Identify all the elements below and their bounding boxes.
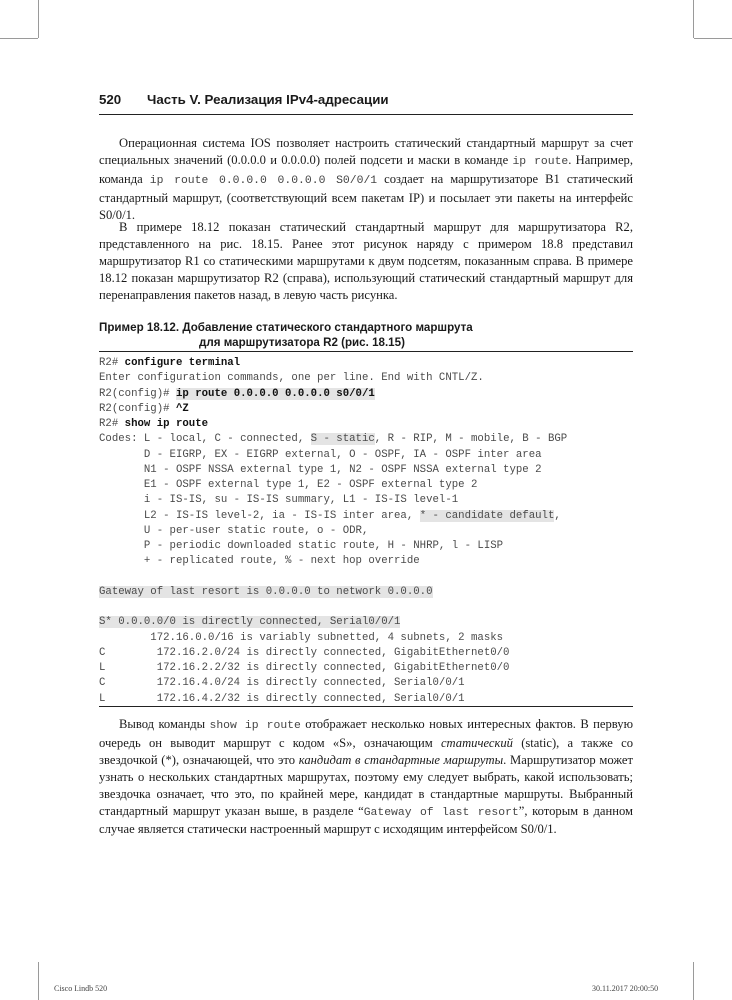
command-highlighted: ip route 0.0.0.0 0.0.0.0 s0/0/1: [175, 387, 375, 400]
gateway-line: Gateway of last resort is 0.0.0.0 to network 0.0.0.0: [99, 585, 433, 598]
output-line: E1 - OSPF external type 1, E2 - OSPF external type 2: [99, 479, 478, 491]
route-line: L 172.16.2.2/32 is directly connected, GigabitEthernet0/0: [99, 662, 510, 674]
route-line: C 172.16.2.0/24 is directly connected, GigabitEthernet0/0: [99, 646, 510, 659]
header-rule: [99, 114, 633, 115]
output-line: + - replicated route, % - next hop override: [99, 555, 420, 568]
code-listing: [99, 356, 633, 707]
default-route-line: S* 0.0.0.0/0 is directly connected, Serial0/0/1: [99, 616, 401, 629]
text: . Например, команда: [99, 152, 633, 186]
inline-code: ip route 0.0.0.0 0.0.0.0 S0/0/1: [149, 174, 378, 187]
example-title: [99, 320, 633, 350]
highlighted-code: S - static: [310, 433, 375, 446]
command: ^Z: [175, 402, 189, 415]
prompt: R2#: [99, 418, 125, 430]
text: (static), а также со звездочкой (*), означающей, что это: [99, 735, 633, 767]
text: отображает несколько новых интересных фактов. В первую очередь он выводит маршрут с кодом «S», означающим: [99, 717, 633, 750]
prompt: R2#: [99, 357, 125, 369]
output-line: L2 - IS-IS level-2, ia - IS-IS inter area,: [99, 509, 420, 522]
footer-file: Cisco I.indb 520: [54, 984, 108, 993]
example-title-line2: для маршрутизатора R2 (рис. 18.15): [199, 336, 405, 349]
output-line: D - EIGRP, EX - EIGRP external, O - OSPF, IA - OSPF inter area: [99, 448, 542, 461]
crop-mark: [0, 38, 38, 39]
text: создает на маршрутизаторе B1 статический стандартный маршрут, (соответствующий всем пакетам IP) и посылает эти пакеты на интерфейс S0/0/1.: [99, 171, 633, 222]
text: . Маршрутизатор может узнать о нескольких стандартных маршрутах, поэтому ему следует выбрать, какой использовать; звездочка означает, что это, по крайней мере, кандидат в стандартные маршруты. Выбранный стандартный маршрут указан выше, в разделе “: [99, 752, 633, 818]
prompt: R2(config)#: [99, 387, 176, 400]
inline-code: show ip route: [209, 720, 301, 732]
running-header: [99, 92, 633, 107]
command: configure terminal: [124, 357, 241, 369]
paragraph-3: [99, 716, 633, 838]
highlighted-code: * - candidate default: [419, 509, 555, 522]
example-top-rule: [99, 351, 633, 352]
paragraph-1: [99, 135, 633, 224]
example-bottom-rule: [99, 706, 633, 707]
route-line: L 172.16.4.2/32 is directly connected, Serial0/0/1: [99, 692, 465, 705]
crop-mark: [693, 0, 694, 38]
command: show ip route: [124, 418, 209, 430]
paragraph-2: В примере 18.12 показан статический стандартный маршрут для маршрутизатора R2, представленного на рис. 18.15. Ранее этот рисунок наряду с примером 18.8 представил маршрутизатор R1 со статическими маршрутами к двум подсетям, показанным справа. В примере 18.12 показан маршрутизатор R2 (справа), использующий статический стандартный маршрут для перенаправления пакетов назад, в левую часть рисунка.: [99, 220, 634, 302]
crop-mark: [38, 0, 39, 38]
text: Операционная система IOS позволяет настроить статический стандартный маршрут за счет специальных значений (0.0.0.0 и 0.0.0.0) полей подсети и маски в команде: [99, 136, 633, 167]
prompt: R2(config)#: [99, 402, 176, 415]
output-line: N1 - OSPF NSSA external type 1, N2 - OSPF NSSA external type 2: [99, 463, 542, 476]
crop-mark: [38, 962, 39, 1000]
output-line: U - per-user static route, o - ODR,: [99, 524, 369, 537]
crop-mark: [694, 38, 732, 39]
inline-code: ip route: [512, 155, 569, 168]
italic-term: статический: [440, 735, 513, 750]
inline-code: Gateway of last resort: [363, 806, 519, 819]
output-line: P - periodic downloaded static route, H - NHRP, l - LISP: [99, 540, 504, 552]
output-line: Enter configuration commands, one per line. End with CNTL/Z.: [99, 372, 484, 385]
page-number: 520: [99, 92, 122, 107]
part-title: Часть V. Реализация IPv4-адресации: [147, 92, 389, 107]
example-title-line1: Пример 18.12. Добавление статического стандартного маршрута: [99, 321, 473, 334]
route-line: C 172.16.4.0/24 is directly connected, Serial0/0/1: [99, 677, 465, 690]
route-line: 172.16.0.0/16 is variably subnetted, 4 subnets, 2 masks: [99, 631, 504, 644]
output-line: ,: [554, 509, 561, 522]
text: ”, которым в данном случае является статически настроенный маршрут с исходящим интерфейсом S0/0/1.: [99, 803, 633, 837]
footer-timestamp: 30.11.2017 20:00:50: [592, 984, 659, 993]
output-line: Codes: L - local, C - connected,: [99, 433, 311, 446]
italic-term: кандидат в стандартные маршруты: [298, 752, 504, 767]
output-line: , R - RIP, M - mobile, B - BGP: [374, 433, 568, 446]
crop-mark: [693, 962, 694, 1000]
text: Вывод команды: [119, 717, 210, 731]
output-line: i - IS-IS, su - IS-IS summary, L1 - IS-IS level-1: [99, 494, 459, 507]
